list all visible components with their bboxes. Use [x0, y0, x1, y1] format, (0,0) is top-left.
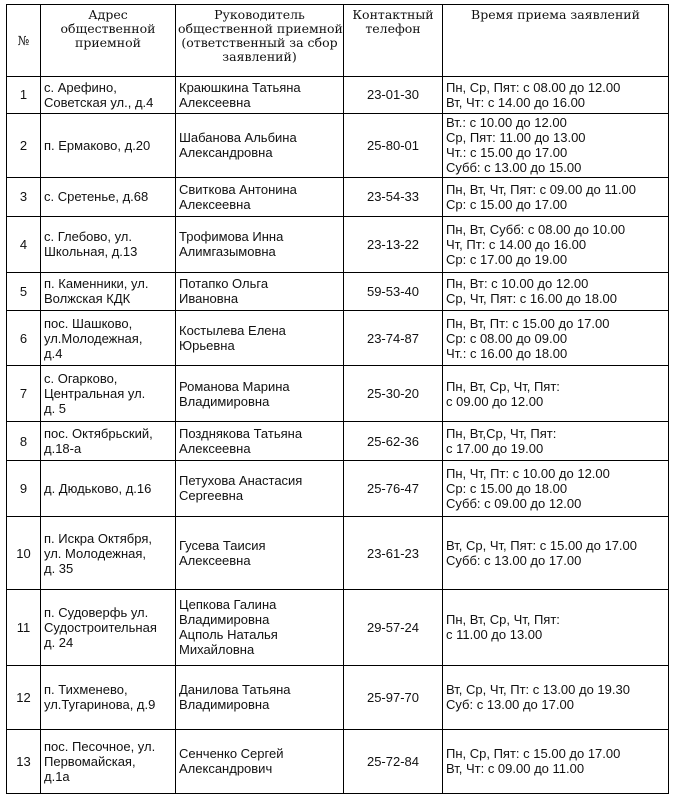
- text-line: Вт, Чт: с 14.00 до 16.00: [446, 94, 586, 110]
- text-line: Вт.: с 10.00 до 12.00: [446, 115, 567, 131]
- text-line: Александровна: [179, 145, 273, 161]
- address-cell: [41, 729, 176, 793]
- text-line: Ср: с 15.00 до 17.00: [446, 196, 568, 212]
- text-line: Вт, Ср, Чт, Пт: с 13.00 до 19.30: [446, 682, 630, 698]
- text-line: Владимировна: [179, 612, 270, 628]
- header-time: [443, 5, 669, 77]
- text-line: Петухова Анастасия: [179, 473, 303, 489]
- reception-time-cell: [443, 460, 669, 516]
- phone-cell: 23-13-22: [344, 216, 443, 272]
- text-line: Алексеевна: [179, 94, 251, 110]
- table-row: [7, 311, 669, 366]
- reception-time-cell: [443, 272, 669, 311]
- text-line: Ср: с 08.00 до 09.00: [446, 330, 568, 346]
- header-num: №: [7, 5, 41, 77]
- text-line: Судостроительная: [44, 619, 157, 635]
- text-line: Чт, Пт: с 14.00 до 16.00: [446, 236, 587, 252]
- text-line: Пн, Вт, Ср, Чт, Пят:: [446, 612, 560, 628]
- phone-cell: 25-72-84: [344, 729, 443, 793]
- address-cell: [41, 590, 176, 665]
- text-line: с. Глебово, ул.: [44, 229, 133, 244]
- row-number: 5: [7, 272, 41, 311]
- text-line: Пн, Вт, Чт, Пят: с 09.00 до 11.00: [446, 181, 636, 197]
- address-cell: [41, 177, 176, 216]
- text-line: с. Огарково,: [44, 371, 118, 387]
- text-line: Сенченко Сергей: [179, 746, 284, 762]
- head-cell: [176, 590, 344, 665]
- address-cell: [41, 422, 176, 461]
- text-line: Ивановна: [179, 291, 239, 307]
- text-line: Позднякова Татьяна: [179, 426, 303, 442]
- text-line: Школьная, д.13: [44, 244, 138, 259]
- text-line: п. Ермаково, д.20: [44, 137, 151, 153]
- text-line: Михайловна: [179, 642, 255, 658]
- text-line: с 09.00 до 12.00: [446, 393, 544, 409]
- text-line: Пн, Вт, Ср, Чт, Пят:: [446, 378, 560, 394]
- text-line: общественной: [60, 21, 156, 36]
- text-line: Пн, Чт, Пт: с 10.00 до 12.00: [446, 465, 610, 481]
- phone-cell: 25-76-47: [344, 460, 443, 516]
- row-number: 7: [7, 366, 41, 422]
- table-row: [7, 460, 669, 516]
- head-cell: [176, 311, 344, 366]
- reception-time-cell: [443, 665, 669, 729]
- reception-time-cell: [443, 729, 669, 793]
- text-line: Ср: с 15.00 до 18.00: [446, 480, 568, 496]
- row-number: 12: [7, 665, 41, 729]
- text-line: Ср: с 17.00 до 19.00: [446, 251, 568, 267]
- text-line: ул.Тугаринова, д.9: [44, 697, 156, 713]
- table-row: [7, 272, 669, 311]
- text-line: Чт.: с 15.00 до 17.00: [446, 145, 568, 161]
- text-line: Шабанова Альбина: [179, 130, 297, 146]
- head-cell: [176, 665, 344, 729]
- text-line: Пн, Вт, Субб: с 08.00 до 10.00: [446, 221, 626, 237]
- text-line: п. Искра Октября,: [44, 530, 152, 546]
- head-cell: [176, 216, 344, 272]
- text-line: пос. Октябрьский,: [44, 426, 153, 442]
- address-cell: [41, 272, 176, 311]
- phone-cell: 23-74-87: [344, 311, 443, 366]
- text-line: Субб: с 13.00 до 17.00: [446, 553, 582, 569]
- reception-time-cell: [443, 216, 669, 272]
- text-line: ул.Молодежная,: [44, 330, 143, 346]
- phone-cell: 25-30-20: [344, 366, 443, 422]
- text-line: д.18-а: [44, 441, 82, 457]
- text-line: Алимгазымовна: [179, 244, 276, 259]
- text-line: Пн, Вт: с 10.00 до 12.00: [446, 276, 589, 292]
- row-number: 8: [7, 422, 41, 461]
- head-cell: [176, 422, 344, 461]
- phone-cell: 25-62-36: [344, 422, 443, 461]
- text-line: Пн, Ср, Пят: с 08.00 до 12.00: [446, 79, 621, 95]
- text-line: Свиткова Антонина: [179, 181, 297, 197]
- text-line: Адрес: [88, 7, 128, 22]
- text-line: Александрович: [179, 761, 273, 777]
- reception-time-cell: [443, 77, 669, 114]
- table-row: [7, 177, 669, 216]
- table-row: [7, 590, 669, 665]
- text-line: Данилова Татьяна: [179, 682, 291, 698]
- text-line: Волжская КДК: [44, 291, 131, 307]
- text-line: Чт.: с 16.00 до 18.00: [446, 345, 568, 361]
- text-line: Руководитель: [214, 7, 305, 22]
- text-line: пос. Песочное, ул.: [44, 738, 156, 754]
- text-line: Центральная ул.: [44, 386, 146, 402]
- text-line: с. Сретенье, д.68: [44, 189, 149, 205]
- text-line: Вт, Чт: с 09.00 до 11.00: [446, 761, 585, 777]
- row-number: 4: [7, 216, 41, 272]
- row-number: 11: [7, 590, 41, 665]
- text-line: Владимировна: [179, 697, 270, 713]
- text-line: Пн, Ср, Пят: с 15.00 до 17.00: [446, 746, 621, 762]
- row-number: 1: [7, 77, 41, 114]
- text-line: д.1а: [44, 768, 70, 784]
- reception-time-cell: [443, 422, 669, 461]
- text-line: п. Каменники, ул.: [44, 276, 149, 292]
- text-line: (ответственный за сбор: [181, 35, 338, 50]
- phone-cell: 25-80-01: [344, 113, 443, 177]
- address-cell: [41, 366, 176, 422]
- reception-time-cell: [443, 366, 669, 422]
- text-line: Пн, Вт,Ср, Чт, Пят:: [446, 426, 557, 442]
- text-line: д. 5: [44, 401, 67, 417]
- table-header-row: [7, 5, 669, 77]
- text-line: п. Тихменево,: [44, 682, 128, 698]
- reception-time-cell: [443, 177, 669, 216]
- text-line: общественной приемной: [178, 21, 343, 36]
- text-line: приемной: [75, 35, 141, 50]
- header-address: [41, 5, 176, 77]
- text-line: Ср, Пят: 11.00 до 13.00: [446, 130, 586, 146]
- address-cell: [41, 216, 176, 272]
- table-body: [7, 77, 669, 794]
- text-line: с. Арефино,: [44, 79, 117, 95]
- head-cell: [176, 366, 344, 422]
- text-line: пос. Шашково,: [44, 315, 133, 331]
- head-cell: [176, 516, 344, 589]
- phone-cell: 23-61-23: [344, 516, 443, 589]
- row-number: 3: [7, 177, 41, 216]
- reception-time-cell: [443, 311, 669, 366]
- text-line: Вт, Ср, Чт, Пят: с 15.00 до 17.00: [446, 538, 637, 554]
- text-line: Суб: с 13.00 до 17.00: [446, 697, 574, 713]
- text-line: Юрьевна: [179, 338, 235, 354]
- row-number: 6: [7, 311, 41, 366]
- text-line: Первомайская,: [44, 753, 136, 769]
- text-line: с 11.00 до 13.00: [446, 627, 543, 643]
- head-cell: [176, 177, 344, 216]
- text-line: Ацполь Наталья: [179, 627, 278, 643]
- head-cell: [176, 113, 344, 177]
- text-line: телефон: [365, 21, 421, 36]
- text-line: с 17.00 до 19.00: [446, 441, 544, 457]
- phone-cell: 23-01-30: [344, 77, 443, 114]
- text-line: Владимировна: [179, 393, 270, 409]
- text-line: Алексеевна: [179, 553, 251, 569]
- table-row: [7, 422, 669, 461]
- text-line: д. Дюдьково, д.16: [44, 480, 152, 496]
- text-line: Костылева Елена: [179, 323, 286, 339]
- text-line: Трофимова Инна: [179, 229, 284, 244]
- text-line: д. 35: [44, 560, 74, 576]
- address-cell: [41, 311, 176, 366]
- table-row: [7, 665, 669, 729]
- table-row: [7, 516, 669, 589]
- reception-table: [6, 4, 669, 794]
- text-line: Романова Марина: [179, 378, 290, 394]
- address-cell: [41, 665, 176, 729]
- text-line: Потапко Ольга: [179, 276, 269, 292]
- header-phone: [344, 5, 443, 77]
- phone-cell: 59-53-40: [344, 272, 443, 311]
- table-row: [7, 366, 669, 422]
- head-cell: [176, 77, 344, 114]
- text-line: Время приема заявлений: [471, 7, 640, 22]
- text-line: ул. Молодежная,: [44, 545, 147, 561]
- row-number: 9: [7, 460, 41, 516]
- head-cell: [176, 272, 344, 311]
- text-line: заявлений): [222, 49, 297, 64]
- phone-cell: 25-97-70: [344, 665, 443, 729]
- text-line: Алексеевна: [179, 441, 251, 457]
- text-line: Алексеевна: [179, 196, 251, 212]
- text-line: п. Судоверфь ул.: [44, 604, 149, 620]
- address-cell: [41, 113, 176, 177]
- table-row: [7, 77, 669, 114]
- text-line: Ср, Чт, Пят: с 16.00 до 18.00: [446, 291, 618, 307]
- reception-time-cell: [443, 113, 669, 177]
- reception-time-cell: [443, 590, 669, 665]
- text-line: Советская ул., д.4: [44, 94, 154, 110]
- address-cell: [41, 516, 176, 589]
- phone-cell: 29-57-24: [344, 590, 443, 665]
- head-cell: [176, 460, 344, 516]
- row-number: 2: [7, 113, 41, 177]
- text-line: Цепкова Галина: [179, 597, 277, 613]
- text-line: Контактный: [352, 7, 434, 22]
- phone-cell: 23-54-33: [344, 177, 443, 216]
- text-line: д.4: [44, 345, 63, 361]
- header-head: [176, 5, 344, 77]
- text-line: Гусева Таисия: [179, 538, 266, 554]
- table-row: [7, 216, 669, 272]
- text-line: Субб: с 09.00 до 12.00: [446, 495, 582, 511]
- text-line: д. 24: [44, 634, 74, 650]
- table-row: [7, 729, 669, 793]
- text-line: Краюшкина Татьяна: [179, 79, 301, 95]
- text-line: Пн, Вт, Пт: с 15.00 до 17.00: [446, 315, 610, 331]
- head-cell: [176, 729, 344, 793]
- address-cell: [41, 77, 176, 114]
- text-line: Субб: с 13.00 до 15.00: [446, 160, 582, 176]
- row-number: 10: [7, 516, 41, 589]
- address-cell: [41, 460, 176, 516]
- row-number: 13: [7, 729, 41, 793]
- reception-time-cell: [443, 516, 669, 589]
- table-row: [7, 113, 669, 177]
- text-line: Сергеевна: [179, 488, 244, 504]
